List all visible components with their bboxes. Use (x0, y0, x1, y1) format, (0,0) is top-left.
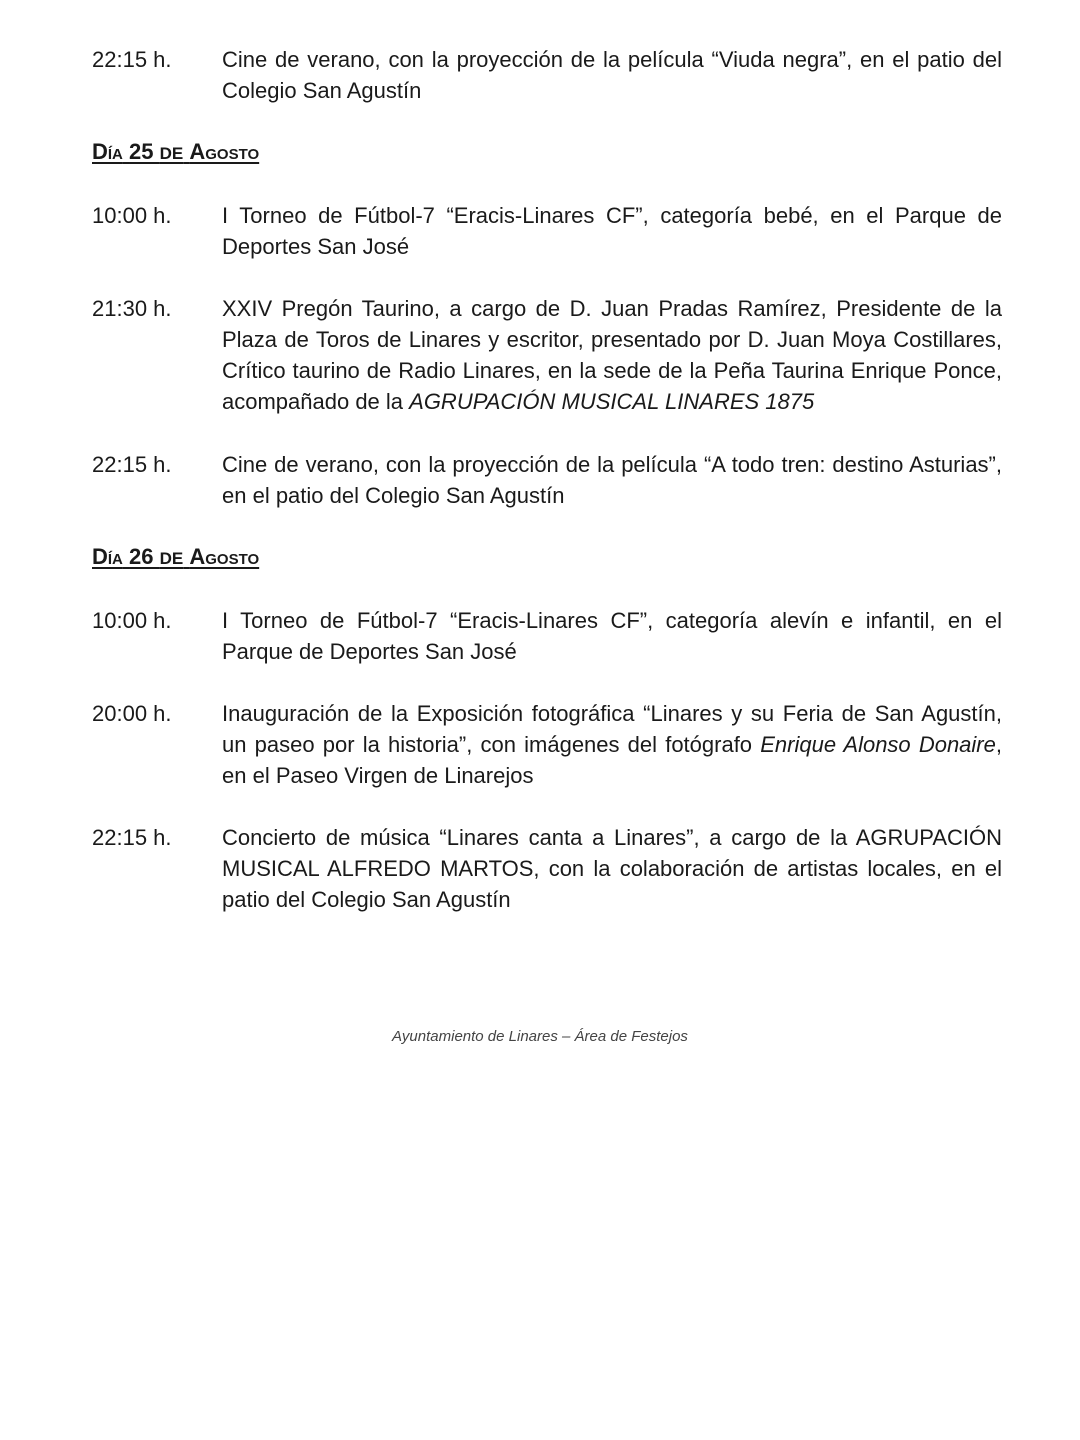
schedule-entry (92, 44, 1002, 106)
entry-description-text: XXIV Pregón Taurino, a cargo de D. Juan Pradas Ramírez, Presidente de la Plaza de Toros de Linares y escritor, presentado por D. Juan Moya Costillares, Crítico taurino de Radio Linares, en la sede de la Peña Taurina Enrique Ponce, acompañado de la (222, 296, 1002, 414)
heading-number: 25 (129, 139, 154, 164)
entry-description-text: Inauguración de la Exposición fotográfica “Linares y su Feria de San Agustín, un paseo por la historia”, con imágenes del fotógrafo (222, 701, 1002, 757)
heading-month: Agosto (189, 139, 260, 164)
day-heading-26 (92, 544, 259, 570)
heading-month: Agosto (189, 544, 260, 569)
entry-time: 22:15 h. (92, 452, 172, 477)
heading-de: DE (159, 144, 184, 163)
entry-time: 22:15 h. (92, 825, 172, 850)
entry-time: 22:15 h. (92, 47, 172, 72)
schedule-entry (92, 822, 1002, 915)
entry-description (222, 698, 1002, 791)
day-heading-25 (92, 139, 259, 165)
entry-description-text: , en el Paseo Virgen de Linarejos (222, 732, 1002, 788)
entry-description: Cine de verano, con la proyección de la película “A todo tren: destino Asturias”, en el patio del Colegio San Agustín (222, 452, 1002, 508)
entry-description: I Torneo de Fútbol-7 “Eracis-Linares CF”, categoría bebé, en el Parque de Deportes San José (222, 203, 1002, 259)
entry-time: 10:00 h. (92, 608, 172, 633)
entry-description: Concierto de música “Linares canta a Linares”, a cargo de la AGRUPACIÓN MUSICAL ALFREDO MARTOS, con la colaboración de artistas locales, en el patio del Colegio San Agustín (222, 825, 1002, 912)
entry-time: 20:00 h. (92, 701, 172, 726)
schedule-entry (92, 605, 1002, 667)
heading-de: DE (159, 549, 184, 568)
entry-description-italic: AGRUPACIÓN MUSICAL LINARES 1875 (409, 389, 815, 414)
entry-time: 21:30 h. (92, 296, 172, 321)
entry-time: 10:00 h. (92, 203, 172, 228)
schedule-entry (92, 293, 1002, 417)
page-footer: Ayuntamiento de Linares – Área de Festejos (392, 1028, 688, 1045)
heading-number: 26 (129, 544, 154, 569)
heading-dia: Día (92, 139, 123, 164)
schedule-entry (92, 698, 1002, 791)
schedule-entry (92, 449, 1002, 511)
entry-description: Cine de verano, con la proyección de la película “Viuda negra”, en el patio del Colegio San Agustín (222, 47, 1002, 103)
entry-description (222, 293, 1002, 417)
heading-dia: Día (92, 544, 123, 569)
entry-description: I Torneo de Fútbol-7 “Eracis-Linares CF”, categoría alevín e infantil, en el Parque de Deportes San José (222, 608, 1002, 664)
schedule-entry (92, 200, 1002, 262)
entry-description-italic: Enrique Alonso Donaire (760, 732, 996, 757)
